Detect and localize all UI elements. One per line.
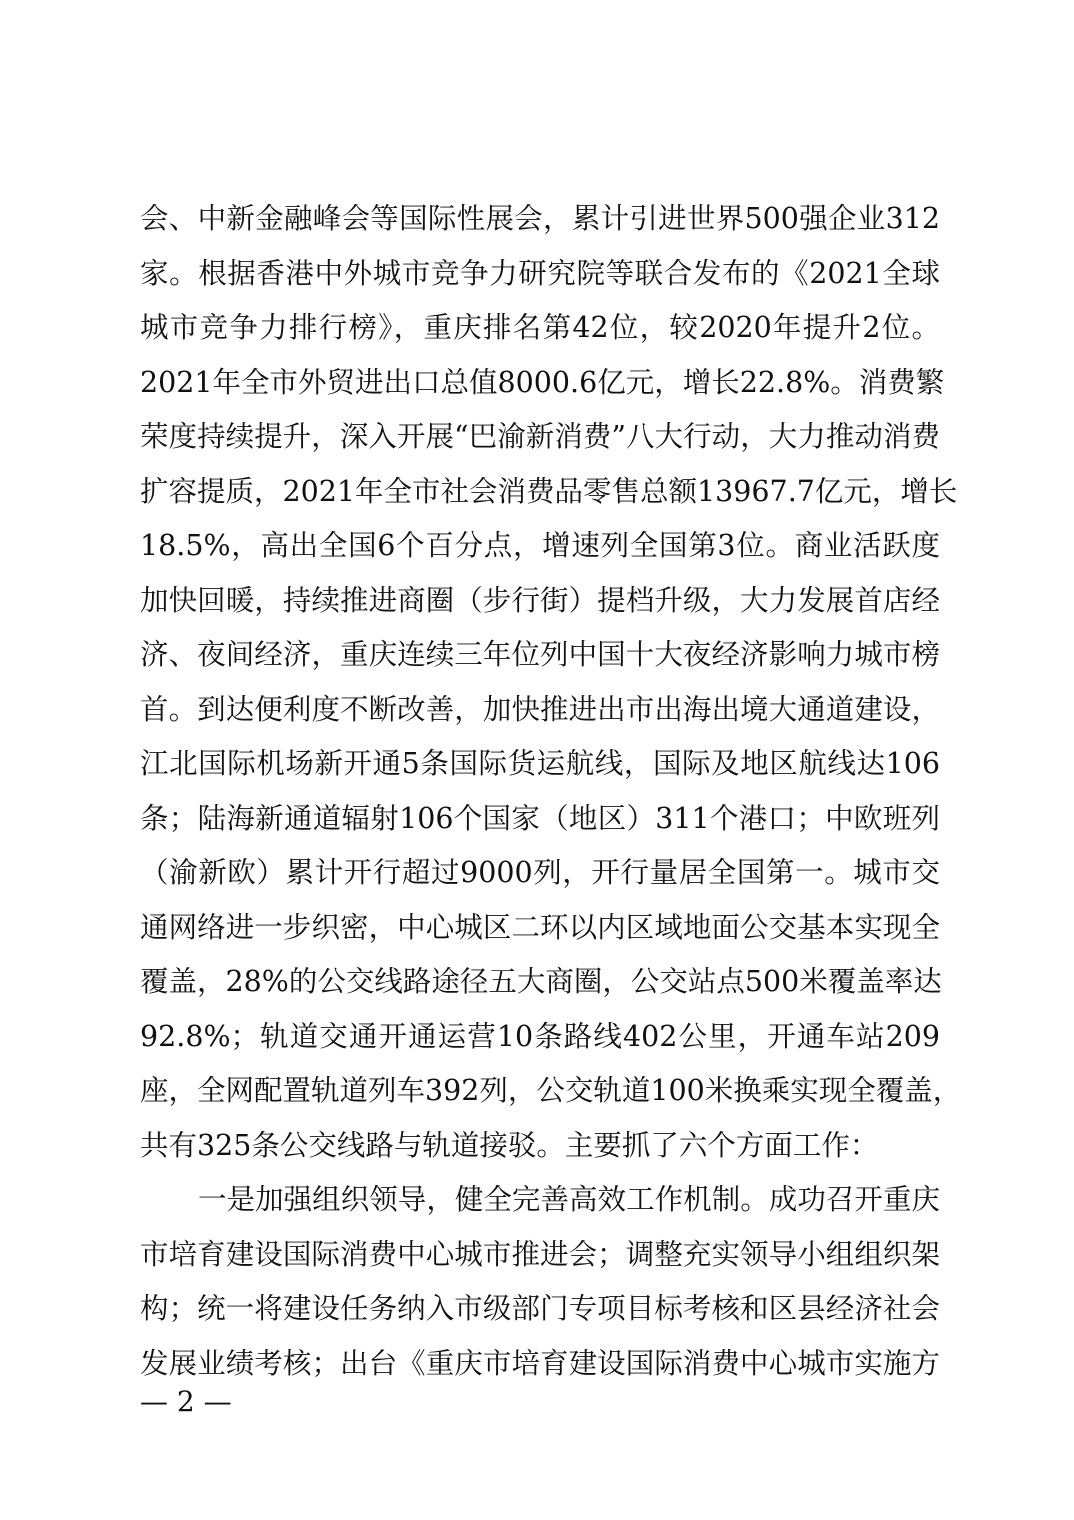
text-line: 座，全网配置轨道列车392列，公交轨道100米换乘实现全覆盖， (140, 1074, 962, 1107)
text-line: 发展业绩考核；出台《重庆市培育建设国际消费中心城市实施方 (140, 1346, 940, 1380)
text-line: 江北国际机场新开通5条国际货运航线，国际及地区航线达106 (140, 747, 940, 780)
body-text (140, 192, 962, 1391)
text-line: 首。到达便利度不断改善，加快推进出市出海出境大通道建设， (140, 692, 940, 726)
paragraph-last-line: 共有325条公交线路与轨道接驳。主要抓了六个方面工作： (140, 1128, 879, 1162)
text-line: 扩容提质，2021年全市社会消费品零售总额13967.7亿元，增长 (140, 474, 958, 508)
text-line: 覆盖，28%的公交线路途径五大商圈，公交站点500米覆盖率达 (140, 965, 942, 998)
text-line: 会、中新金融峰会等国际性展会，累计引进世界500强企业312 (140, 202, 940, 235)
text-line: 市培育建设国际消费中心城市推进会；调整充实领导小组组织架 (140, 1237, 940, 1271)
text-line: 通网络进一步织密，中心城区二环以内区域地面公交基本实现全 (140, 910, 940, 944)
text-line: 18.5%，高出全国6个百分点，增速列全国第3位。商业活跃度 (140, 529, 940, 562)
text-line: 家。根据香港中外城市竞争力研究院等联合发布的《2021全球 (140, 256, 940, 290)
text-line: （渝新欧）累计开行超过9000列，开行量居全国第一。城市交 (140, 856, 940, 889)
text-line: 济、夜间经济，重庆连续三年位列中国十大夜经济影响力城市榜 (140, 638, 940, 671)
text-line: 条；陆海新通道辐射106个国家（地区）311个港口；中欧班列 (140, 801, 940, 835)
text-line: 2021年全市外贸进出口总值8000.6亿元，增长22.8%。消费繁 (140, 365, 945, 399)
text-line: 加快回暖，持续推进商圈（步行街）提档升级，大力发展首店经 (140, 583, 940, 617)
text-line: 构；统一将建设任务纳入市级部门专项目标考核和区县经济社会 (140, 1292, 940, 1325)
text-line: 荣度持续提升，深入开展“巴渝新消费”八大行动，大力推动消费 (140, 420, 940, 453)
text-line: 城市竞争力排行榜》，重庆排名第42位，较2020年提升2位。 (140, 311, 940, 344)
paragraph-first-line: 一是加强组织领导，健全完善高效工作机制。成功召开重庆 (198, 1183, 940, 1216)
page-number: — 2 — (140, 1385, 232, 1418)
text-line: 92.8%；轨道交通开通运营10条路线402公里，开通车站209 (140, 1019, 940, 1053)
